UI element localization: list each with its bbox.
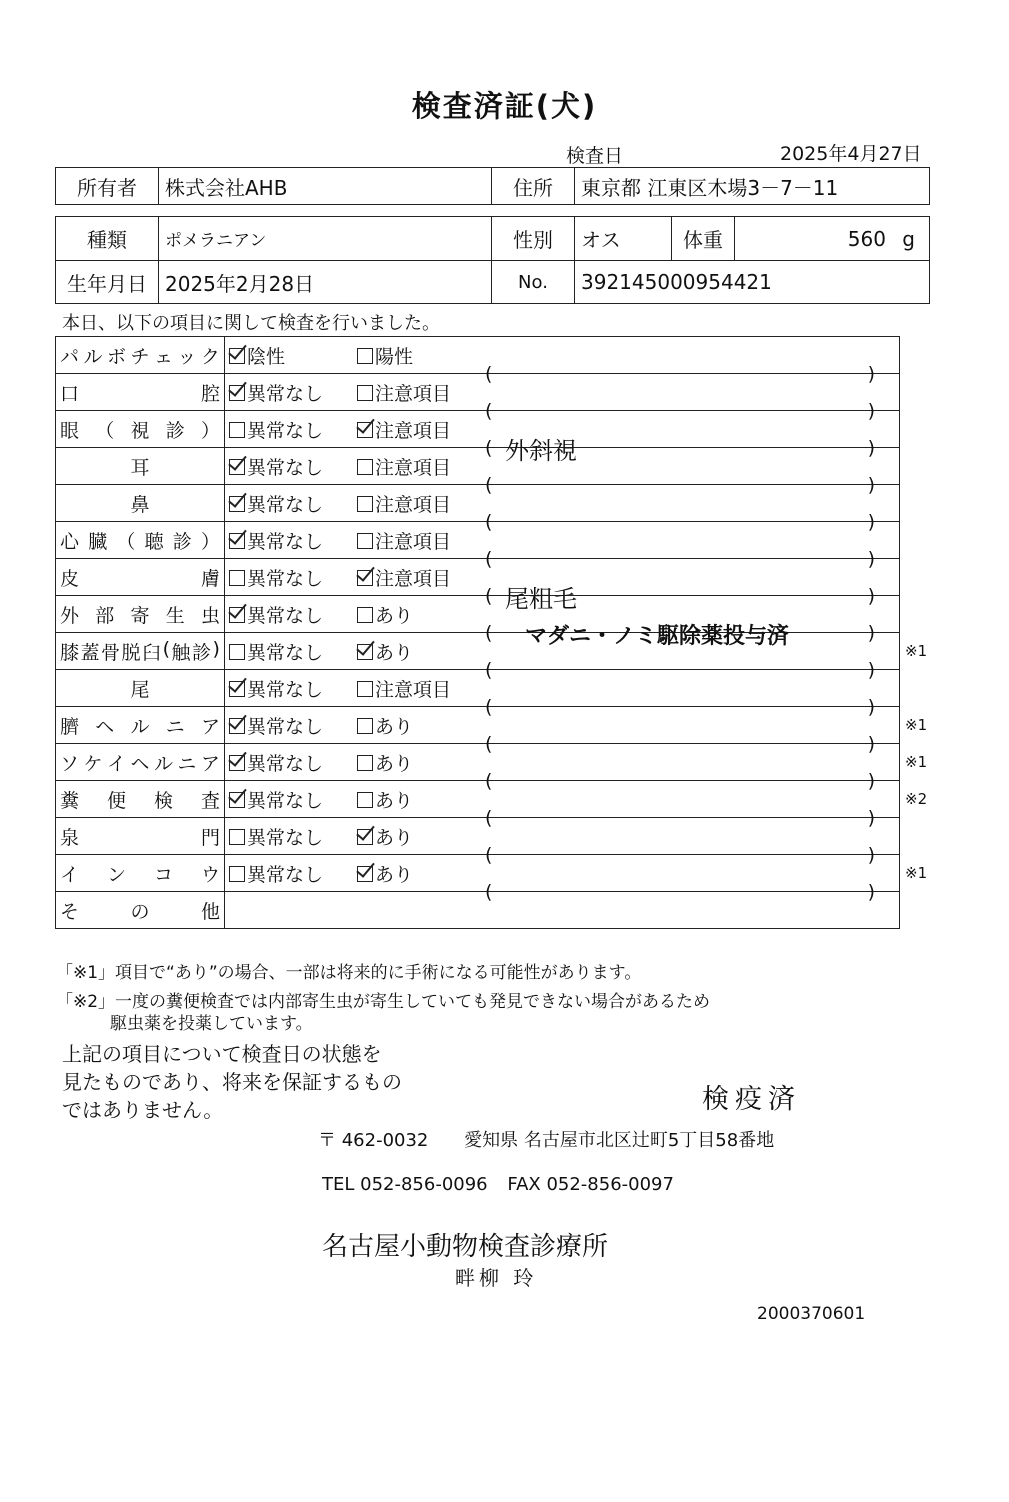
checked-box-icon (229, 792, 245, 808)
option-label: 異常なし (247, 604, 324, 627)
inspection-row (56, 744, 900, 781)
option-1 (229, 675, 357, 702)
option-label: 異常なし (247, 863, 324, 886)
address-label: 住所 (492, 168, 575, 205)
option-2 (357, 712, 485, 739)
item-label-text: 皮 膚 (60, 567, 220, 590)
checkbox-icon (357, 348, 373, 364)
item-label (56, 485, 225, 522)
paren-close: ) (867, 732, 875, 755)
inspection-row (56, 485, 900, 522)
paren-open: ( (485, 436, 493, 459)
item-result (225, 337, 900, 385)
document-title: 検査済証(犬) (411, 89, 598, 123)
inspection-row (56, 411, 900, 448)
clinic-address-line (318, 1126, 774, 1152)
checkbox-icon (357, 718, 373, 734)
disclaimer-line: 上記の項目について検査日の状態を (62, 1042, 382, 1066)
weight-value: 560 (847, 226, 886, 251)
inspection-row (56, 559, 900, 596)
item-result (225, 818, 900, 866)
paren-open: ( (485, 880, 493, 903)
option-label: あり (375, 826, 414, 849)
item-label (56, 559, 225, 596)
footnote-1: 「※1」項目で“あり”の場合、一部は将来的に手術になる可能性があります。 (56, 963, 642, 983)
sex-value: オス (575, 217, 672, 260)
clinic-fax: FAX 052-856-0097 (507, 1174, 674, 1195)
inspection-row (56, 855, 900, 892)
item-label (56, 374, 225, 411)
item-label (56, 818, 225, 855)
address-value: 東京都 江東区木場3－7－11 (575, 168, 930, 205)
breed-value: ポメラニアン (159, 217, 492, 261)
checked-box-icon (357, 829, 373, 845)
item-result (225, 670, 900, 718)
checked-box-icon (229, 718, 245, 734)
item-result (225, 855, 900, 903)
inspection-row (56, 596, 900, 633)
clinic-address: 愛知県 名古屋市北区辻町5丁目58番地 (464, 1130, 775, 1151)
item-label (56, 337, 225, 374)
paren-close: ) (867, 769, 875, 792)
inspection-row (56, 670, 900, 707)
option-label: 異常なし (247, 789, 324, 812)
option-2 (357, 601, 485, 628)
paren-open: ( (485, 658, 493, 681)
item-label (56, 633, 225, 670)
inspection-items-table (55, 336, 900, 929)
item-result (225, 522, 900, 570)
option-label: 注意項目 (375, 382, 452, 405)
item-result (225, 707, 900, 755)
veterinarian-name: 畔柳 玲 (455, 1266, 538, 1290)
option-1 (229, 453, 357, 480)
footnote-2-cont: 駆虫薬を投薬しています。 (110, 1014, 313, 1034)
option-label: 注意項目 (375, 493, 452, 516)
paren-close: ) (867, 510, 875, 533)
option-label: あり (375, 752, 414, 775)
item-label-text: 外 部 寄 生 虫 (60, 604, 220, 627)
weight-label: 体重 (672, 217, 735, 260)
option-1 (229, 712, 357, 739)
item-label-text: 口 腔 (60, 382, 220, 405)
option-2 (357, 823, 485, 850)
other-value (225, 892, 900, 929)
option-2 (357, 416, 485, 443)
inspection-row (56, 781, 900, 818)
checked-box-icon (357, 866, 373, 882)
option-label: 異常なし (247, 752, 324, 775)
option-1 (229, 749, 357, 776)
paren-open: ( (485, 695, 493, 718)
item-result (225, 781, 900, 829)
option-label: あり (375, 789, 414, 812)
inspection-date: 2025年4月27日 (780, 143, 922, 165)
option-1 (229, 342, 357, 369)
option-1 (229, 860, 357, 887)
item-label-text: パ ル ボ チ ェ ッ ク (60, 345, 220, 368)
option-label: 注意項目 (375, 530, 452, 553)
option-label: 異常なし (247, 493, 324, 516)
inspection-row (56, 337, 900, 374)
checkbox-icon (357, 681, 373, 697)
disclaimer-line: 見たものであり、将来を保証するもの (62, 1070, 402, 1094)
inspection-row (56, 522, 900, 559)
breed-label: 種類 (56, 217, 159, 261)
checkbox-icon (229, 644, 245, 660)
option-label: 注意項目 (375, 456, 452, 479)
paren-close: ) (867, 362, 875, 385)
checkbox-icon (229, 866, 245, 882)
inspection-row (56, 818, 900, 855)
footnote-mark: ※2 (905, 789, 928, 808)
paren-open: ( (485, 732, 493, 755)
item-label (56, 855, 225, 892)
checked-box-icon (357, 644, 373, 660)
option-1 (229, 416, 357, 443)
paren-open: ( (485, 621, 493, 644)
option-label: 異常なし (247, 715, 324, 738)
option-1 (229, 527, 357, 554)
other-label-text: そ の 他 (60, 900, 220, 923)
option-label: 異常なし (247, 382, 324, 405)
item-label (56, 596, 225, 633)
other-row (56, 892, 900, 929)
option-label: 注意項目 (375, 419, 452, 442)
option-label: 異常なし (247, 456, 324, 479)
footnote-mark: ※1 (905, 715, 928, 734)
item-label (56, 744, 225, 781)
paren-close: ) (867, 621, 875, 644)
inspection-date-label: 検査日 (566, 145, 624, 167)
option-label: 異常なし (247, 419, 324, 442)
paren-open: ( (485, 769, 493, 792)
item-result (225, 411, 900, 465)
birth-label: 生年月日 (56, 261, 159, 304)
checked-box-icon (229, 459, 245, 475)
item-label-text: ソ ケ イ ヘ ル ニ ア (60, 752, 220, 775)
item-result (225, 374, 900, 422)
option-label: 陽性 (375, 345, 414, 368)
option-2 (357, 342, 485, 369)
footnote-2: 「※2」一度の糞便検査では内部寄生虫が寄生していても発見できない場合があるため (56, 992, 711, 1012)
paren-close: ) (867, 880, 875, 903)
option-1 (229, 786, 357, 813)
checked-box-icon (229, 607, 245, 623)
owner-label: 所有者 (56, 168, 159, 205)
note-text: マダニ・ノミ駆除薬投与済 (525, 623, 790, 649)
option-2 (357, 786, 485, 813)
paren-close: ) (867, 473, 875, 496)
option-1 (229, 638, 357, 665)
postal-code: 〒 462-0032 (318, 1130, 429, 1151)
item-label (56, 522, 225, 559)
item-label-text: 心 臓 （ 聴 診 ） (60, 530, 220, 553)
paren-open: ( (485, 843, 493, 866)
checked-box-icon (357, 570, 373, 586)
paren-open: ( (485, 806, 493, 829)
option-label: 異常なし (247, 826, 324, 849)
inspection-row (56, 707, 900, 744)
option-2 (357, 453, 485, 480)
checkbox-icon (357, 533, 373, 549)
quarantine-stamp: 検疫済 (702, 1084, 801, 1115)
checked-box-icon (229, 681, 245, 697)
option-label: 異常なし (247, 678, 324, 701)
checkbox-icon (229, 422, 245, 438)
paren-open: ( (485, 399, 493, 422)
item-label-text: 耳 (130, 456, 150, 479)
option-1 (229, 564, 357, 591)
item-label-text: イ ン コ ウ (60, 863, 220, 886)
option-1 (229, 601, 357, 628)
item-label (56, 411, 225, 448)
inspection-row (56, 374, 900, 411)
item-label (56, 670, 225, 707)
checked-box-icon (229, 755, 245, 771)
weight-unit: g (902, 226, 915, 251)
checkbox-icon (357, 459, 373, 475)
no-label: No. (492, 261, 575, 304)
checkbox-icon (357, 607, 373, 623)
option-label: 異常なし (247, 567, 324, 590)
item-label-text: 眼 （ 視 診 ） (60, 419, 220, 442)
item-result (225, 485, 900, 533)
footnote-mark: ※1 (905, 641, 928, 660)
option-label: 異常なし (247, 530, 324, 553)
checked-box-icon (229, 533, 245, 549)
clinic-tel: TEL 052-856-0096 (322, 1174, 488, 1195)
paren-open: ( (485, 510, 493, 533)
item-label (56, 707, 225, 744)
option-2 (357, 638, 485, 665)
checkbox-icon (229, 829, 245, 845)
animal-table (55, 216, 930, 304)
paren-open: ( (485, 547, 493, 570)
option-1 (229, 379, 357, 406)
document-code: 2000370601 (757, 1304, 866, 1324)
item-label (56, 781, 225, 818)
option-label: あり (375, 715, 414, 738)
paren-open: ( (485, 362, 493, 385)
intro-text: 本日、以下の項目に関して検査を行いました。 (62, 313, 440, 334)
option-2 (357, 379, 485, 406)
checked-box-icon (357, 422, 373, 438)
option-1 (229, 823, 357, 850)
owner-value: 株式会社AHB (159, 168, 492, 205)
footnote-mark: ※1 (905, 752, 928, 771)
paren-close: ) (867, 843, 875, 866)
paren-close: ) (867, 436, 875, 459)
item-label-text: 糞 便 検 査 (60, 789, 220, 812)
option-label: あり (375, 863, 414, 886)
paren-close: ) (867, 399, 875, 422)
option-2 (357, 675, 485, 702)
checked-box-icon (229, 385, 245, 401)
paren-open: ( (485, 473, 493, 496)
option-2 (357, 490, 485, 517)
item-label-text: 尾 (130, 678, 150, 701)
checked-box-icon (229, 496, 245, 512)
option-label: 注意項目 (375, 678, 452, 701)
sex-label: 性別 (492, 217, 575, 261)
paren-open: ( (485, 584, 493, 607)
item-label-text: 鼻 (130, 493, 150, 516)
paren-close: ) (867, 806, 875, 829)
paren-close: ) (867, 695, 875, 718)
clinic-name: 名古屋小動物検査診療所 (322, 1232, 609, 1262)
item-label-text: 泉 門 (60, 826, 220, 849)
paren-close: ) (867, 658, 875, 681)
item-label-text: 臍 ヘ ル ニ ア (60, 715, 220, 738)
checkbox-icon (229, 570, 245, 586)
checkbox-icon (357, 755, 373, 771)
checkbox-icon (357, 792, 373, 808)
option-2 (357, 860, 485, 887)
clinic-contact (322, 1174, 674, 1195)
paren-close: ) (867, 584, 875, 607)
inspection-row (56, 448, 900, 485)
option-label: 異常なし (247, 641, 324, 664)
other-label (56, 892, 225, 929)
footnote-mark: ※1 (905, 863, 928, 882)
checkbox-icon (357, 496, 373, 512)
birth-value: 2025年2月28日 (159, 261, 492, 304)
item-label-text: 膝 蓋 骨 脱 臼 ( 触 診 ) (60, 637, 220, 664)
option-2 (357, 527, 485, 554)
disclaimer-line: ではありません。 (62, 1098, 224, 1122)
item-label (56, 448, 225, 485)
option-label: あり (375, 604, 414, 627)
disclaimer (62, 1040, 442, 1124)
option-label: 陰性 (247, 345, 286, 368)
note-text: 尾粗毛 (505, 584, 577, 613)
option-1 (229, 490, 357, 517)
item-result (225, 744, 900, 792)
checkbox-icon (357, 385, 373, 401)
option-2 (357, 749, 485, 776)
owner-table (55, 167, 930, 205)
paren-close: ) (867, 547, 875, 570)
note-text: 外斜視 (505, 436, 577, 465)
checked-box-icon (229, 348, 245, 364)
item-result (225, 559, 900, 613)
no-value: 392145000954421 (575, 261, 930, 304)
option-2 (357, 564, 485, 591)
option-label: 注意項目 (375, 567, 452, 590)
option-label: あり (375, 641, 414, 664)
